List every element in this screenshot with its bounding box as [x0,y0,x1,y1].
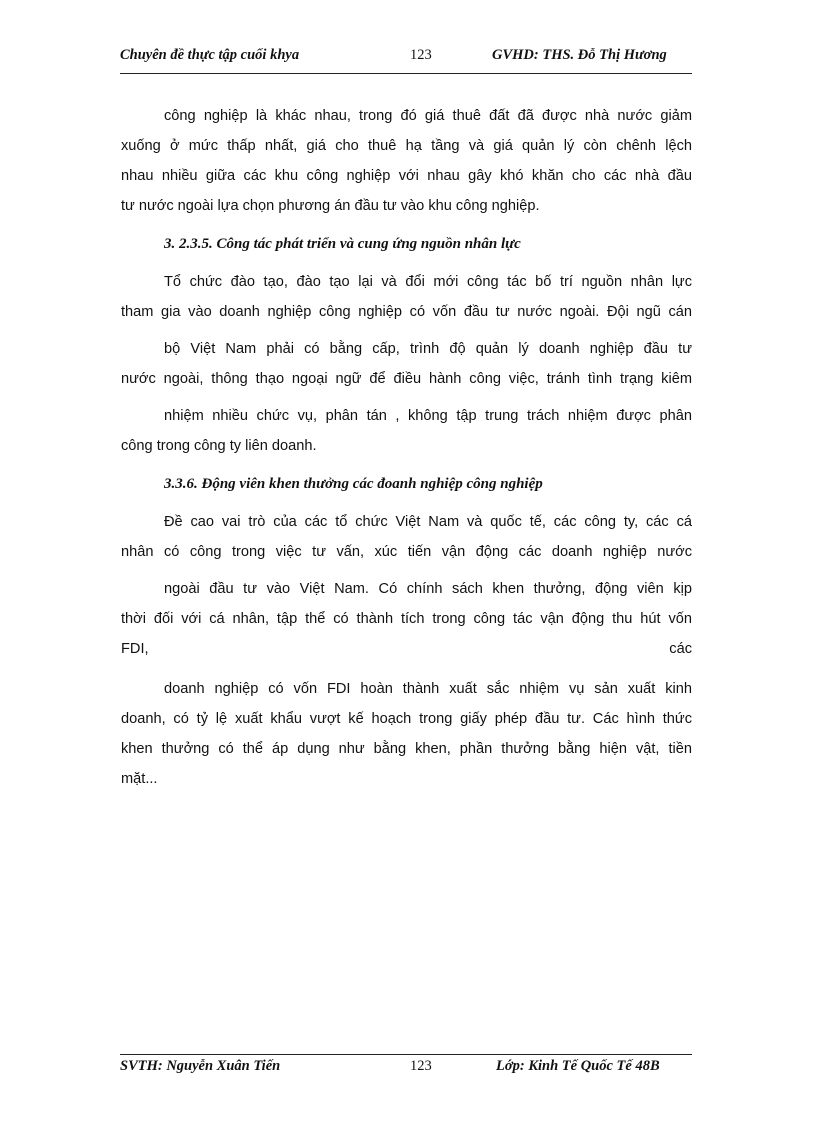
page-header [120,47,692,71]
body-line: công trong công ty liên doanh. [121,438,317,454]
section-heading-3-2-3-5: 3. 2.3.5. Công tác phát triển và cung ứng nguồn nhân lực [164,236,521,252]
body-line: mặt... [121,771,158,787]
footer-rule [120,1054,692,1055]
body-line: công nghiệp là khác nhau, trong đó giá thuê đất đã được nhà nước giảm [164,108,692,124]
body-line: tư nước ngoài lựa chọn phương án đầu tư vào khu công nghiệp. [121,198,540,214]
body-line: các [669,641,692,657]
footer-class: Lớp: Kinh Tế Quốc Tế 48B [496,1058,660,1074]
body-line: tham gia vào doanh nghiệp công nghiệp có vốn đầu tư nước ngoài. Đội ngũ cán [121,304,692,320]
header-supervisor: GVHD: THS. Đỗ Thị Hương [492,47,667,63]
body-line: doanh nghiệp có vốn FDI hoàn thành xuất sắc nhiệm vụ sản xuất kinh [164,681,692,697]
body-line: ngoài đầu tư vào Việt Nam. Có chính sách khen thưởng, động viên kịp [164,581,692,597]
body-line: FDI, [121,641,149,657]
body-line: Tổ chức đào tạo, đào tạo lại và đổi mới công tác bố trí nguồn nhân lực [164,274,692,290]
body-line: Đề cao vai trò của các tổ chức Việt Nam và quốc tế, các công ty, các cá [164,514,692,530]
body-line: doanh, có tỷ lệ xuất khẩu vượt kế hoạch trong giấy phép đầu tư. Các hình thức [121,711,692,727]
body-line: bộ Việt Nam phải có bằng cấp, trình độ quản lý doanh nghiệp đầu tư [164,341,692,357]
body-line: nhiệm nhiều chức vụ, phân tán , không tập trung trách nhiệm được phân [164,408,692,424]
body-line: nước ngoài, thông thạo ngoại ngữ để điều hành công việc, tránh tình trạng kiêm [121,371,692,387]
body-line: thời đối với cá nhân, tập thể có thành tích trong công tác vận động thu hút vốn [121,611,692,627]
page-footer [120,1058,692,1082]
body-line: khen thưởng có thể áp dụng như bằng khen, phần thưởng bằng hiện vật, tiền [121,741,692,757]
footer-student: SVTH: Nguyễn Xuân Tiến [120,1058,281,1074]
footer-page-number: 123 [410,1058,432,1074]
section-heading-3-3-6: 3.3.6. Động viên khen thưởng các đoanh nghiệp công nghiệp [164,476,543,492]
body-line: nhau nhiều giữa các khu công nghiệp với nhau gây khó khăn cho các nhà đầu [121,168,692,184]
body-line: xuống ở mức thấp nhất, giá cho thuê hạ tầng và giá quản lý còn chênh lệch [121,138,692,154]
body-line: nhân có công trong việc tư vấn, xúc tiến vận động các doanh nghiệp nước [121,544,692,560]
header-page-number: 123 [410,47,432,63]
header-title: Chuyên đề thực tập cuối khya [120,47,300,63]
header-rule [120,73,692,74]
